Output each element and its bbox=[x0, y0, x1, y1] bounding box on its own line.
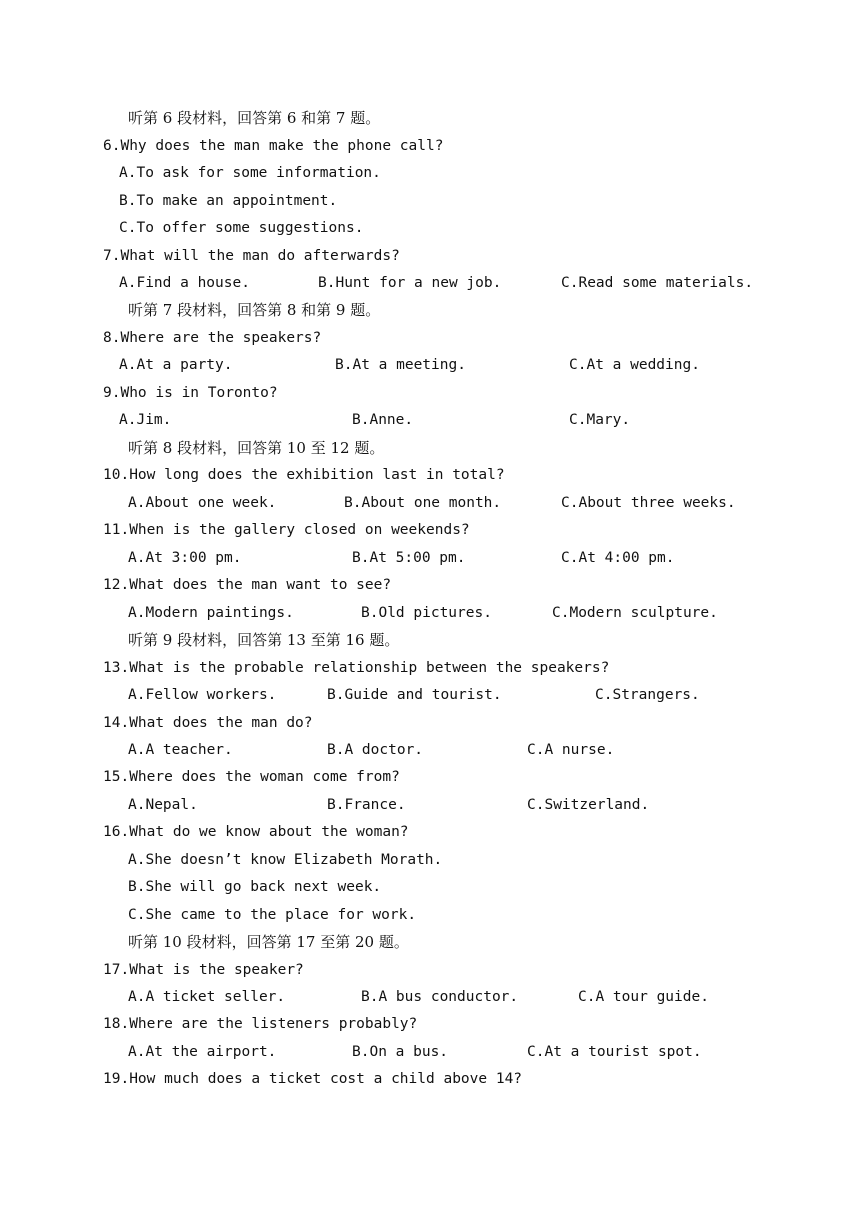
section-header: 听第 10 段材料，回答第 17 至第 20 题。 bbox=[128, 933, 409, 951]
option-a: A.At 3:00 pm. bbox=[128, 550, 242, 566]
option-b: B.Old pictures. bbox=[361, 605, 492, 621]
option-a: A.Jim. bbox=[119, 412, 172, 428]
option-a: A.She doesn’t know Elizabeth Morath. bbox=[128, 852, 443, 868]
question-stem: 11.When is the gallery closed on weekends? bbox=[103, 522, 470, 538]
question-stem: 16.What do we know about the woman? bbox=[103, 824, 409, 840]
option-a: A.A teacher. bbox=[128, 742, 233, 758]
option-c: C.Modern sculpture. bbox=[552, 605, 718, 621]
option-b: B.A doctor. bbox=[327, 742, 424, 758]
option-c: C.About three weeks. bbox=[561, 495, 736, 511]
question-stem: 6.Why does the man make the phone call? bbox=[103, 138, 444, 154]
option-b: B.A bus conductor. bbox=[361, 989, 519, 1005]
option-b: B.Guide and tourist. bbox=[327, 687, 502, 703]
section-header: 听第 9 段材料，回答第 13 至第 16 题。 bbox=[128, 631, 400, 649]
option-c: C.At a wedding. bbox=[569, 357, 700, 373]
question-stem: 8.Where are the speakers? bbox=[103, 330, 322, 346]
option-c: C.At a tourist spot. bbox=[527, 1044, 702, 1060]
option-b: B.At 5:00 pm. bbox=[352, 550, 466, 566]
option-c: C.Switzerland. bbox=[527, 797, 650, 813]
question-stem: 10.How long does the exhibition last in total? bbox=[103, 467, 505, 483]
option-c: C.A tour guide. bbox=[578, 989, 709, 1005]
section-header: 听第 7 段材料，回答第 8 和第 9 题。 bbox=[128, 301, 381, 319]
question-stem: 12.What does the man want to see? bbox=[103, 577, 392, 593]
section-header: 听第 6 段材料，回答第 6 和第 7 题。 bbox=[128, 109, 381, 127]
option-a: A.Fellow workers. bbox=[128, 687, 277, 703]
question-stem: 13.What is the probable relationship between the speakers? bbox=[103, 660, 610, 676]
option-a: A.Modern paintings. bbox=[128, 605, 294, 621]
option-b: B.On a bus. bbox=[352, 1044, 449, 1060]
option-a: A.To ask for some information. bbox=[119, 165, 381, 181]
option-c: C.She came to the place for work. bbox=[128, 907, 417, 923]
option-c: C.Strangers. bbox=[595, 687, 700, 703]
question-stem: 15.Where does the woman come from? bbox=[103, 769, 400, 785]
option-a: A.A ticket seller. bbox=[128, 989, 286, 1005]
question-stem: 18.Where are the listeners probably? bbox=[103, 1016, 418, 1032]
option-b: B.At a meeting. bbox=[335, 357, 466, 373]
option-c: C.Read some materials. bbox=[561, 275, 754, 291]
option-c: C.To offer some suggestions. bbox=[119, 220, 364, 236]
option-a: A.About one week. bbox=[128, 495, 277, 511]
option-b: B.About one month. bbox=[344, 495, 502, 511]
option-b: B.France. bbox=[327, 797, 406, 813]
question-stem: 19.How much does a ticket cost a child above 14? bbox=[103, 1071, 523, 1087]
option-b: B.Anne. bbox=[352, 412, 414, 428]
option-c: C.A nurse. bbox=[527, 742, 615, 758]
option-b: B.Hunt for a new job. bbox=[318, 275, 502, 291]
option-b: B.She will go back next week. bbox=[128, 879, 382, 895]
option-a: A.Find a house. bbox=[119, 275, 250, 291]
section-header: 听第 8 段材料，回答第 10 至 12 题。 bbox=[128, 439, 385, 457]
option-c: C.Mary. bbox=[569, 412, 631, 428]
option-c: C.At 4:00 pm. bbox=[561, 550, 675, 566]
option-a: A.At the airport. bbox=[128, 1044, 277, 1060]
option-a: A.At a party. bbox=[119, 357, 233, 373]
question-stem: 7.What will the man do afterwards? bbox=[103, 248, 400, 264]
option-a: A.Nepal. bbox=[128, 797, 198, 813]
question-stem: 14.What does the man do? bbox=[103, 715, 313, 731]
option-b: B.To make an appointment. bbox=[119, 193, 338, 209]
question-stem: 9.Who is in Toronto? bbox=[103, 385, 278, 401]
question-stem: 17.What is the speaker? bbox=[103, 962, 304, 978]
